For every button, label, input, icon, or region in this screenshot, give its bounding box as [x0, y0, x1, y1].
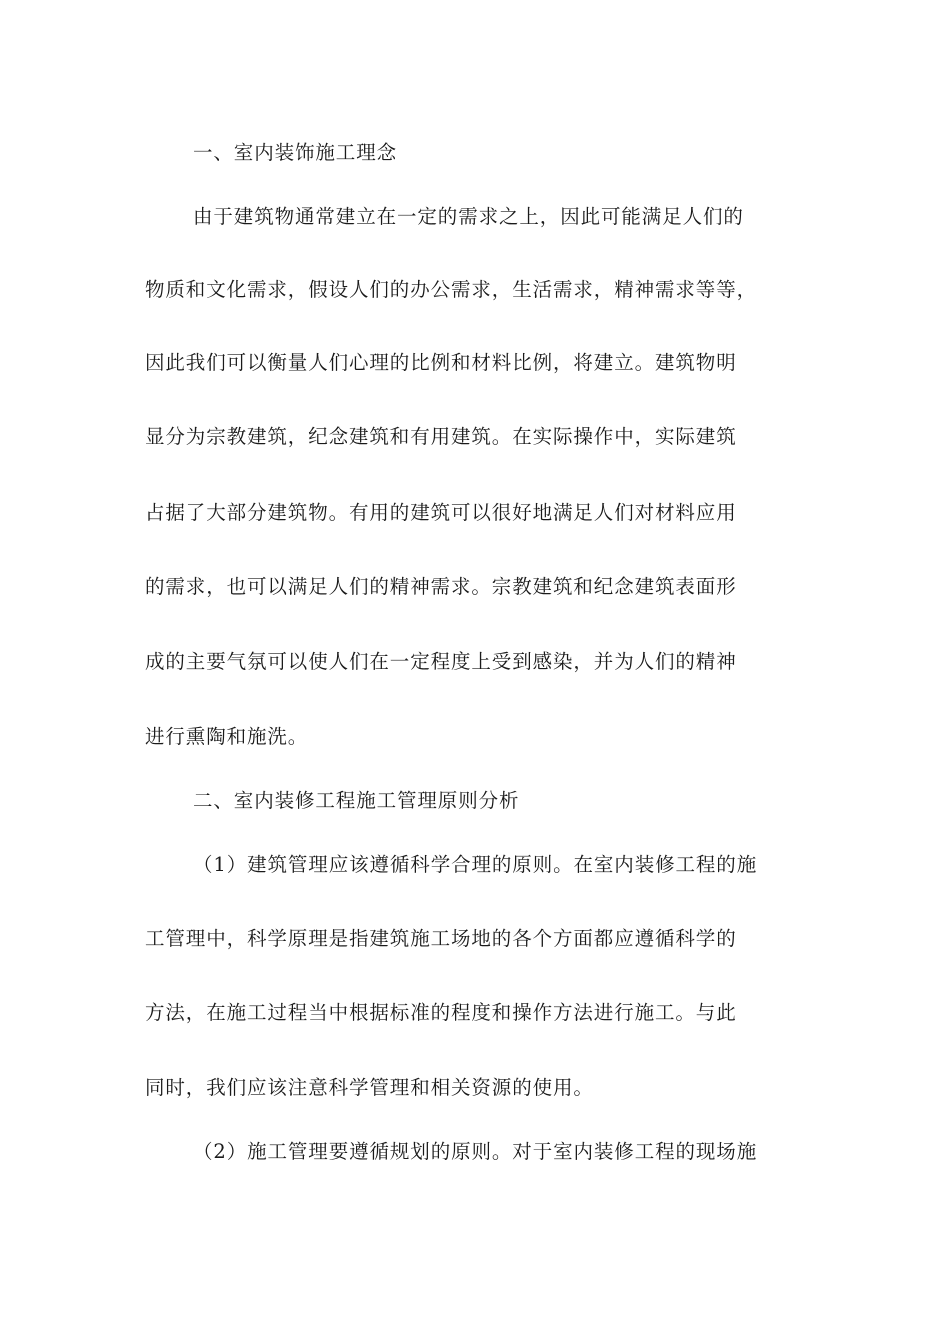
paragraph-line: 的需求，也可以满足人们的精神需求。宗教建筑和纪念建筑表面形	[145, 575, 737, 598]
section-heading-2: 二、室内装修工程施工管理原则分析	[193, 789, 520, 812]
paragraph-line: 成的主要气氛可以使人们在一定程度上受到感染，并为人们的精神	[145, 650, 737, 673]
paragraph-line: 由于建筑物通常建立在一定的需求之上，因此可能满足人们的	[193, 205, 744, 228]
paragraph-line: 因此我们可以衡量人们心理的比例和材料比例，将建立。建筑物明	[145, 351, 737, 374]
paragraph-line: 占据了大部分建筑物。有用的建筑可以很好地满足人们对材料应用	[145, 501, 737, 524]
paragraph-line: 进行熏陶和施洗。	[145, 725, 309, 748]
paragraph-line: 显分为宗教建筑，纪念建筑和有用建筑。在实际操作中，实际建筑	[145, 425, 737, 448]
section-heading-1: 一、室内装饰施工理念	[193, 141, 398, 164]
paragraph-line: 方法，在施工过程当中根据标准的程度和操作方法进行施工。与此	[145, 1001, 737, 1024]
paragraph-line: 物质和文化需求，假设人们的办公需求，生活需求，精神需求等等，	[145, 278, 758, 301]
paragraph-line: 同时，我们应该注意科学管理和相关资源的使用。	[145, 1076, 594, 1099]
paragraph-line: 工管理中，科学原理是指建筑施工场地的各个方面都应遵循科学的	[145, 927, 737, 950]
paragraph-line: （1）建筑管理应该遵循科学合理的原则。在室内装修工程的施	[193, 853, 758, 876]
paragraph-line: （2）施工管理要遵循规划的原则。对于室内装修工程的现场施	[193, 1140, 758, 1163]
